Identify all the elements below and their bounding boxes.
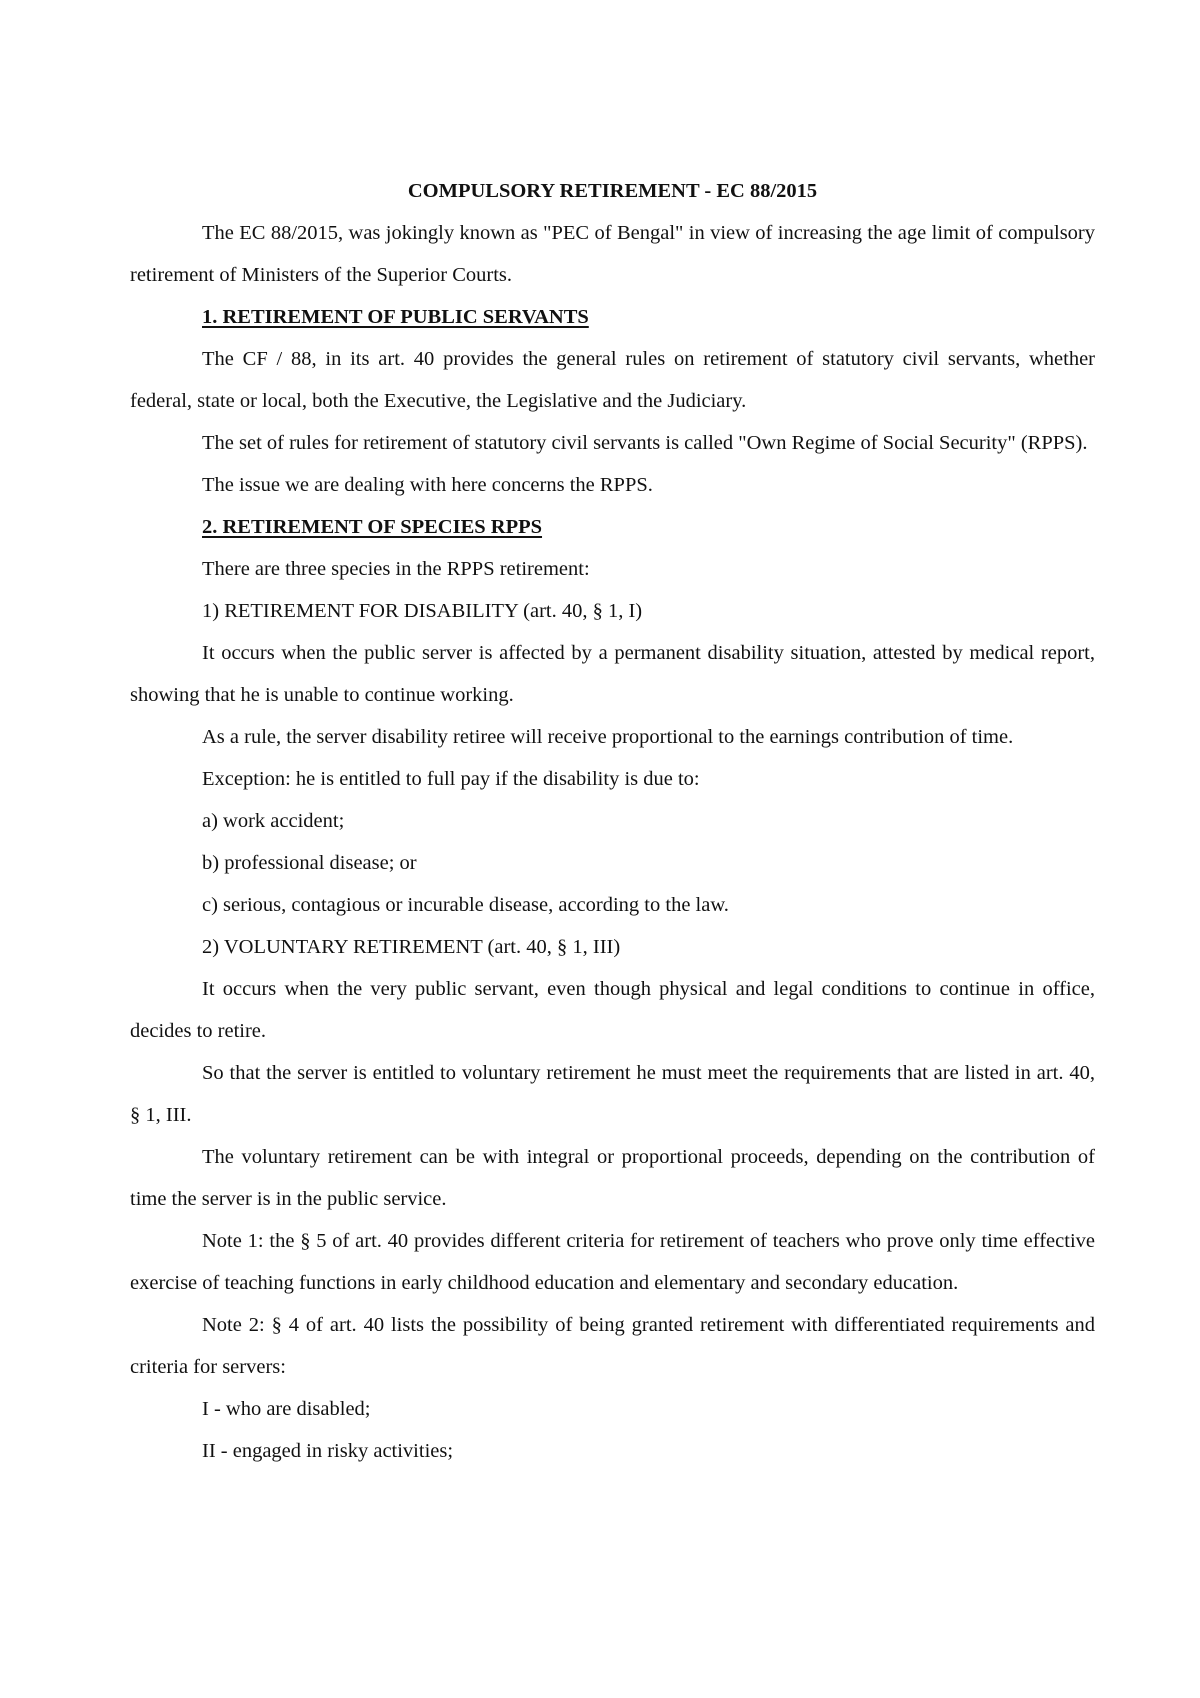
disability-paragraph-1: It occurs when the public server is affected by a permanent disability situation, attested by medical report, showing that he is unable to continue working. xyxy=(130,642,1095,706)
voluntary-paragraph-1: It occurs when the very public servant, even though physical and legal conditions to continue in office, decides to retire. xyxy=(130,978,1095,1042)
list-item: c) serious, contagious or incurable disease, according to the law. xyxy=(202,894,729,916)
section-1-paragraph-1: The CF / 88, in its art. 40 provides the general rules on retirement of statutory civil servants, whether federal, state or local, both the Executive, the Legislative and the Judiciary. xyxy=(130,348,1095,412)
section-1-heading: 1. RETIREMENT OF PUBLIC SERVANTS xyxy=(202,306,589,328)
note-1: Note 1: the § 5 of art. 40 provides different criteria for retirement of teachers who prove only time effective exercise of teaching functions in early childhood education and elementary and secondary education. xyxy=(130,1230,1095,1294)
disability-heading: 1) RETIREMENT FOR DISABILITY (art. 40, § 1, I) xyxy=(202,600,643,622)
disability-paragraph-2: As a rule, the server disability retiree will receive proportional to the earnings contribution of time. xyxy=(202,726,1014,748)
document-page xyxy=(130,170,1095,1472)
list-item: a) work accident; xyxy=(202,810,345,832)
voluntary-heading: 2) VOLUNTARY RETIREMENT (art. 40, § 1, III) xyxy=(202,936,621,958)
voluntary-paragraph-3: The voluntary retirement can be with integral or proportional proceeds, depending on the contribution of time the server is in the public service. xyxy=(130,1146,1095,1210)
document-title: COMPULSORY RETIREMENT - EC 88/2015 xyxy=(407,180,818,202)
disability-exception: Exception: he is entitled to full pay if the disability is due to: xyxy=(202,768,700,790)
list-item: b) professional disease; or xyxy=(202,852,417,874)
section-1-paragraph-3: The issue we are dealing with here concerns the RPPS. xyxy=(202,474,653,496)
section-1-paragraph-2: The set of rules for retirement of statutory civil servants is called "Own Regime of Social Security" (RPPS). xyxy=(202,432,1088,454)
section-2-heading: 2. RETIREMENT OF SPECIES RPPS xyxy=(202,516,543,538)
voluntary-paragraph-2: So that the server is entitled to voluntary retirement he must meet the requirements that are listed in art. 40, § 1, III. xyxy=(130,1062,1095,1126)
section-2-intro: There are three species in the RPPS retirement: xyxy=(202,558,590,580)
intro-paragraph: The EC 88/2015, was jokingly known as "PEC of Bengal" in view of increasing the age limit of compulsory retirement of Ministers of the Superior Courts. xyxy=(130,222,1095,286)
note-2: Note 2: § 4 of art. 40 lists the possibility of being granted retirement with differentiated requirements and criteria for servers: xyxy=(130,1314,1095,1378)
list-item: I - who are disabled; xyxy=(202,1398,371,1420)
list-item: II - engaged in risky activities; xyxy=(202,1440,454,1462)
